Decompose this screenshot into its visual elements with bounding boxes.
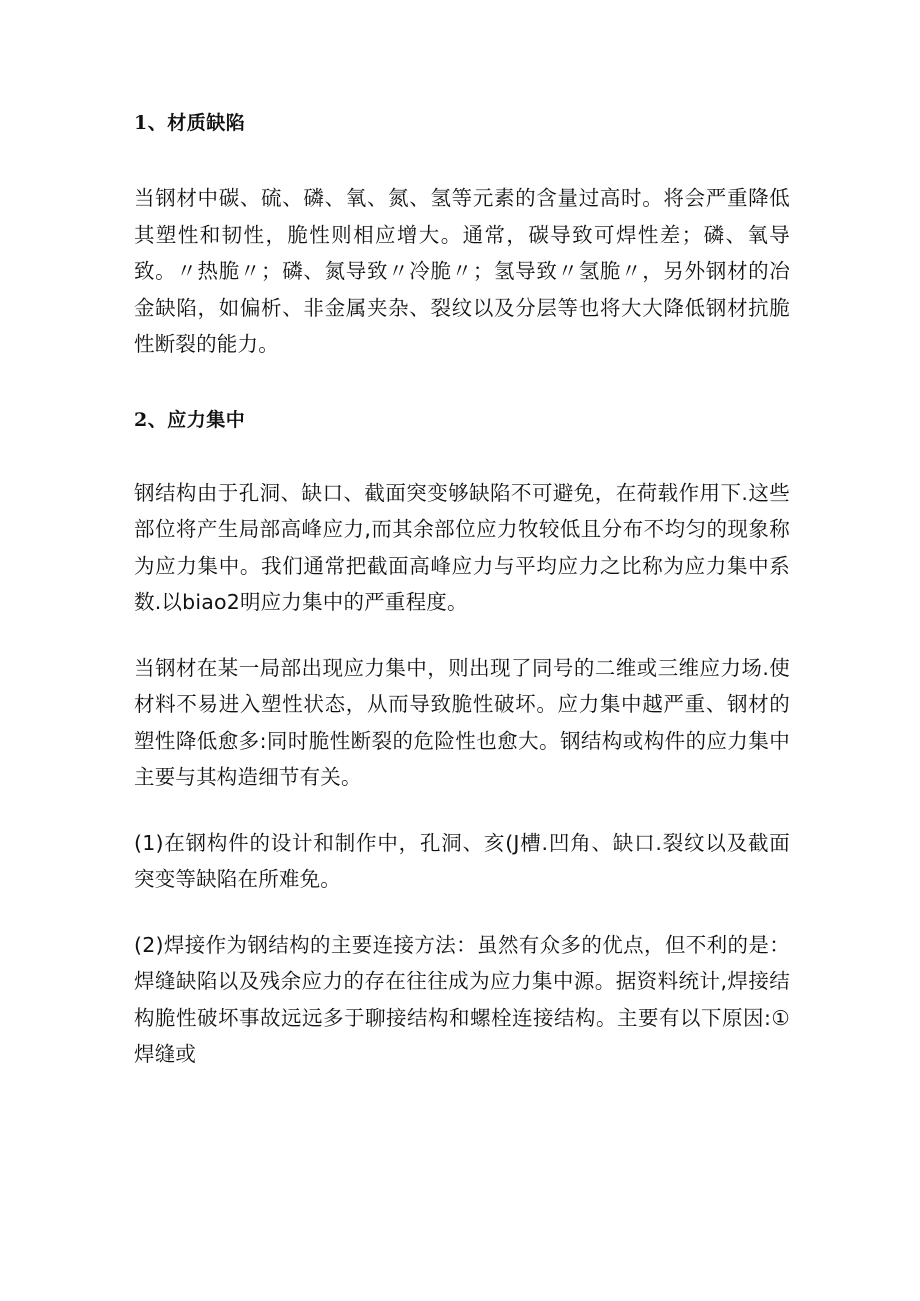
paragraph-stress-concentration-definition: 钢结构由于孔洞、缺口、截面突变够缺陷不可避免，在荷载作用下.这些部位将产生局部高峰应力,而其余部位应力牧较低且分布不均匀的现象称为应力集中。我们通常把截面高峰应力与平均应力之比称为应力集中系数.以biao2明应力集中的严重程度。 <box>134 480 790 614</box>
paragraph-design-defects: (1)在钢构件的设计和制作中，孔洞、亥(J槽.凹角、缺口.裂纹以及截面突变等缺陷在所难免。 <box>134 830 790 891</box>
paragraph-stress-concentration-effect: 当钢材在某一局部出现应力集中，则出现了同号的二维或三维应力场.使材料不易进入塑性状态，从而导致脆性破坏。应力集中越严重、钢材的塑性降低愈多:同时脆性断裂的危险性也愈大。钢结构或构件的应力集中主要与其构造细节有关。 <box>134 655 790 789</box>
section-heading-material-defects: 1、材质缺陷 <box>134 112 246 134</box>
document-body <box>134 104 790 1073</box>
paragraph-welding-issues: (2)焊接作为钢结构的主要连接方法：虽然有众多的优点，但不利的是：焊缝缺陷以及残余应力的存在往往成为应力集中源。据资料统计,焊接结构脆性破坏事故远远多于聊接结构和螺栓连接结构。主要有以下原因:①焊缝或 <box>134 932 790 1066</box>
section-heading-stress-concentration: 2、应力集中 <box>134 408 246 431</box>
paragraph-material-defects: 当钢材中碳、硫、磷、氧、氮、氢等元素的含量过高时。将会严重降低其塑性和韧性，脆性则相应增大。通常，碳导致可焊性差；磷、氧导致。〃热脆〃；磷、氮导致〃冷脆〃；氢导致〃氢脆〃，另外钢材的冶金缺陷，如偏析、非金属夹杂、裂纹以及分层等也将大大降低钢材抗脆性断裂的能力。 <box>134 186 790 356</box>
